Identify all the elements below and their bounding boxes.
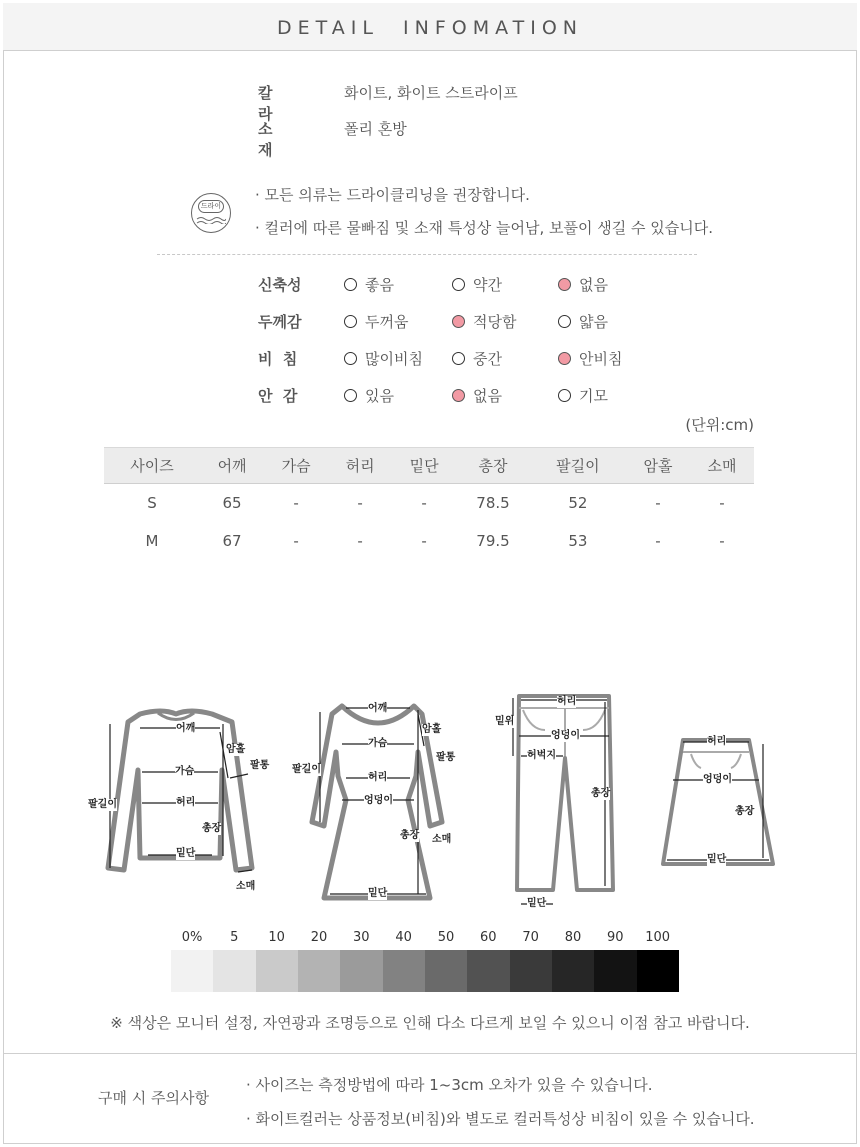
radio-dot-icon <box>558 352 571 365</box>
scale-swatch <box>213 950 255 992</box>
radio-dot-icon <box>344 315 357 328</box>
attr-option: 안비침 <box>558 348 622 369</box>
scale-label: 50 <box>437 930 455 945</box>
scale-swatch <box>298 950 340 992</box>
column-header: 소매 <box>690 448 754 484</box>
section-title: DETAIL INFOMATION <box>276 17 584 39</box>
radio-dot-icon <box>558 278 571 291</box>
table-row <box>104 484 754 522</box>
table-cell: 65 <box>222 493 242 512</box>
table-cell: 52 <box>568 493 588 512</box>
color-scale <box>171 950 679 992</box>
divider <box>157 254 697 255</box>
diagram-label: 총장 <box>735 806 755 817</box>
column-header: 허리 <box>328 448 392 484</box>
diagram-label: 소매 <box>236 881 256 892</box>
color-note: ※ 색상은 모니터 설정, 자연광과 조명등으로 인해 다소 다르게 보일 수 있으니 이점 참고 바랍니다. <box>110 1014 750 1032</box>
table-cell: - <box>655 493 661 512</box>
scale-swatch <box>256 950 298 992</box>
column-header: 사이즈 <box>104 448 200 484</box>
scale-swatch <box>594 950 636 992</box>
scale-swatch <box>552 950 594 992</box>
purchase-notice <box>3 1053 857 1144</box>
diagram-label: 밑단 <box>707 854 727 865</box>
unit-label: (단위:cm) <box>685 416 754 434</box>
attr-option: 많이비침 <box>344 348 423 369</box>
column-header: 팔길이 <box>530 448 626 484</box>
table-row <box>104 522 754 560</box>
section-header <box>3 3 857 51</box>
table-cell: - <box>719 493 725 512</box>
radio-dot-icon <box>558 389 571 402</box>
diagram-label: 암홀 <box>226 744 246 755</box>
scale-swatch <box>340 950 382 992</box>
table-cell: 78.5 <box>476 493 510 512</box>
diagram-label: 소매 <box>432 834 452 845</box>
notice-title: 구매 시 주의사항 <box>98 1089 209 1107</box>
attr-option: 없음 <box>452 385 502 406</box>
diagram-label: 총장 <box>591 788 611 799</box>
notice-line: · 화이트컬러는 상품정보(비침)와 별도로 컬러특성상 비침이 있을 수 있습니다. <box>246 1110 755 1128</box>
radio-dot-icon <box>344 389 357 402</box>
scale-swatch <box>383 950 425 992</box>
diagram-label: 어깨 <box>176 723 196 734</box>
diagram-label: 허리 <box>557 696 577 707</box>
scale-label: 0% <box>181 930 203 945</box>
column-header: 가슴 <box>264 448 328 484</box>
table-cell: - <box>357 531 363 550</box>
diagram-label: 엉덩이 <box>551 730 580 741</box>
scale-label: 40 <box>395 930 412 945</box>
scale-label: 100 <box>645 930 671 945</box>
attr-key: 안 감 <box>258 387 298 405</box>
attr-option: 없음 <box>558 274 608 295</box>
table-cell: - <box>421 493 427 512</box>
scale-label: 10 <box>268 930 285 945</box>
scale-label: 5 <box>230 930 239 945</box>
dry-clean-icon <box>191 193 231 233</box>
color-scale-labels <box>171 930 679 948</box>
attr-option: 좋음 <box>344 274 394 295</box>
skirt-measurement-diagram <box>655 730 785 875</box>
info-value: 폴리 혼방 <box>344 120 407 138</box>
notice-line: · 사이즈는 측정방법에 따라 1~3cm 오차가 있을 수 있습니다. <box>246 1076 653 1094</box>
scale-label: 90 <box>607 930 624 945</box>
diagram-label: 팔길이 <box>88 799 117 810</box>
scale-label: 30 <box>353 930 370 945</box>
diagram-label: 허리 <box>368 772 388 783</box>
attr-option: 적당함 <box>452 311 516 332</box>
table-cell: - <box>357 493 363 512</box>
diagram-label: 밑단 <box>527 898 547 909</box>
info-key: 소 재 <box>258 120 287 159</box>
diagram-label: 팔통 <box>436 752 456 763</box>
diagram-label: 가슴 <box>368 738 388 749</box>
diagram-label: 밑위 <box>495 716 515 727</box>
scale-swatch <box>467 950 509 992</box>
table-cell: - <box>655 531 661 550</box>
scale-label: 20 <box>310 930 328 945</box>
radio-dot-icon <box>452 352 465 365</box>
dry-clean-icon-label: 드라이 <box>198 200 224 213</box>
table-cell: 53 <box>568 531 588 550</box>
table-cell: - <box>293 531 299 550</box>
radio-dot-icon <box>344 278 357 291</box>
column-header: 총장 <box>456 448 530 484</box>
radio-dot-icon <box>452 315 465 328</box>
radio-dot-icon <box>344 352 357 365</box>
pants-icon <box>495 690 630 915</box>
size-table <box>104 447 754 560</box>
scale-label: 60 <box>480 930 497 945</box>
diagram-label: 암홀 <box>422 724 442 735</box>
attr-option: 중간 <box>452 348 502 369</box>
care-line: · 컬러에 따른 물빠짐 및 소재 특성상 늘어남, 보풀이 생길 수 있습니다. <box>255 219 713 237</box>
diagram-label: 허벅지 <box>527 750 556 761</box>
table-cell: - <box>293 493 299 512</box>
radio-dot-icon <box>558 315 571 328</box>
table-cell: 79.5 <box>476 531 510 550</box>
scale-swatch <box>510 950 552 992</box>
scale-label: 80 <box>564 930 582 945</box>
table-cell: S <box>147 493 157 512</box>
attr-key: 두께감 <box>258 313 302 331</box>
table-cell: - <box>719 531 725 550</box>
diagram-label: 허리 <box>176 797 196 808</box>
diagram-label: 밑단 <box>368 888 388 899</box>
diagram-label: 가슴 <box>175 766 195 777</box>
table-cell: 67 <box>222 531 242 550</box>
info-key: 칼 라 <box>258 84 287 123</box>
scale-swatch <box>171 950 213 992</box>
water-wave-icon <box>196 216 226 224</box>
attr-option: 기모 <box>558 385 608 406</box>
attr-option: 있음 <box>344 385 394 406</box>
dress-measurement-diagram <box>290 700 470 905</box>
scale-swatch <box>637 950 679 992</box>
top-measurement-diagram <box>80 700 280 900</box>
scale-swatch <box>425 950 467 992</box>
table-cell: - <box>421 531 427 550</box>
care-line: · 모든 의류는 드라이클리닝을 권장합니다. <box>255 186 530 204</box>
radio-dot-icon <box>452 389 465 402</box>
diagram-label: 팔통 <box>250 760 270 771</box>
diagram-label: 총장 <box>202 823 222 834</box>
diagram-label: 엉덩이 <box>364 795 393 806</box>
diagram-label: 엉덩이 <box>703 774 732 785</box>
scale-label: 70 <box>522 930 539 945</box>
diagram-label: 총장 <box>400 830 420 841</box>
diagram-label: 밑단 <box>176 848 196 859</box>
table-header-row <box>104 448 754 484</box>
attr-option: 얇음 <box>558 311 608 332</box>
attr-option: 약간 <box>452 274 502 295</box>
diagram-label: 팔길이 <box>292 764 321 775</box>
info-value: 화이트, 화이트 스트라이프 <box>344 84 518 102</box>
attr-key: 비 침 <box>258 350 298 368</box>
table-cell: M <box>145 531 159 550</box>
diagram-label: 어깨 <box>368 703 388 714</box>
column-header: 암홀 <box>626 448 690 484</box>
attr-option: 두꺼움 <box>344 311 408 332</box>
column-header: 어깨 <box>200 448 264 484</box>
attr-key: 신축성 <box>258 276 302 294</box>
pants-measurement-diagram <box>495 690 630 915</box>
radio-dot-icon <box>452 278 465 291</box>
diagram-label: 허리 <box>707 736 727 747</box>
column-header: 밑단 <box>392 448 456 484</box>
